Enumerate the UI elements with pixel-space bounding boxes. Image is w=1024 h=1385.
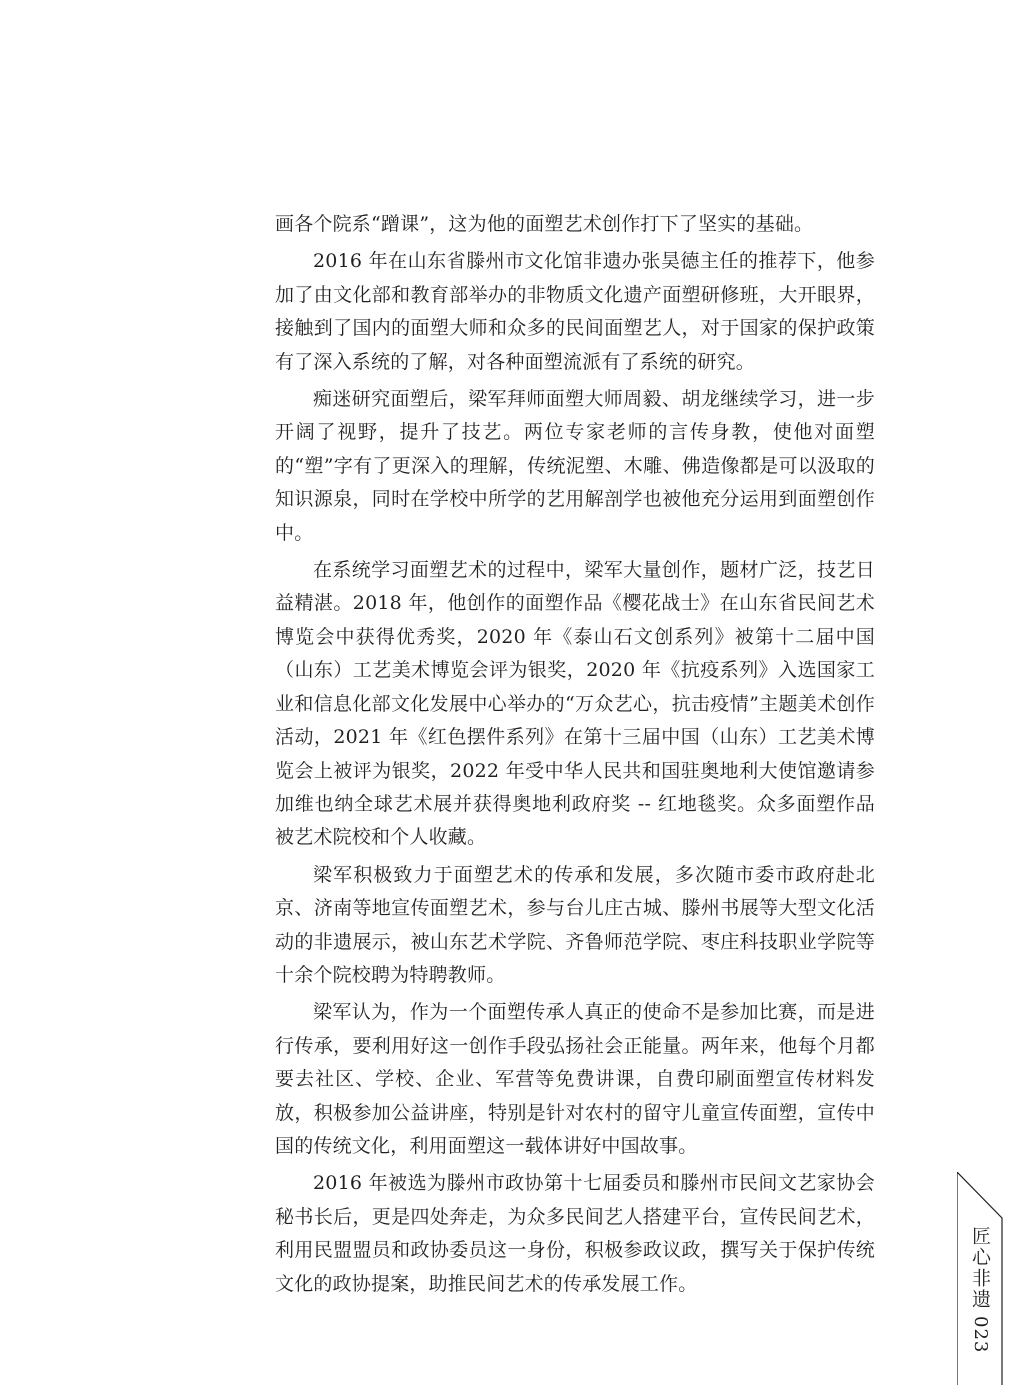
paragraph-4: 在系统学习面塑艺术的过程中，梁军大量创作，题材广泛，技艺日益精湛。2018 年，他创作的面塑作品《樱花战士》在山东省民间艺术博览会中获得优秀奖，2020 年《泰山石文创系列》被第十二届中国（山东）工艺美术博览会评为银奖，2020 年《抗疫系列》入选国家工业和信息化部文化发展中心举办的“万众艺心，抗击疫情”主题美术创作活动，2021 年《红色摆件系列》在第十三届中国（山东）工艺美术博览会上被评为银奖，2022 年受中华人民共和国驻奥地利大使馆邀请参加维也纳全球艺术展并获得奥地利政府奖 -- 红地毯奖。众多面塑作品被艺术院校和个人收藏。 xyxy=(275,559,875,849)
paragraph-5: 梁军积极致力于面塑艺术的传承和发展，多次随市委市政府赴北京、济南等地宣传面塑艺术，参与台儿庄古城、滕州书展等大型文化活动的非遗展示，被山东艺术学院、齐鲁师范学院、枣庄科技职业学院等十余个院校聘为特聘教师。 xyxy=(275,863,875,986)
paragraph-7: 2016 年被选为滕州市政协第十七届委员和滕州市民间文艺家协会秘书长后，更是四处奔走，为众多民间艺人搭建平台，宣传民间艺术，利用民盟盟员和政协委员这一身份，积极参政议政，撰写关于保护传统文化的政协提案，助推民间艺术的传承发展工作。 xyxy=(275,1172,875,1295)
section-title: 匠心非遗 xyxy=(969,1226,991,1310)
paragraph-1: 画各个院系“蹭课”，这为他的面塑艺术创作打下了坚实的基础。 xyxy=(275,213,814,235)
paragraph-2: 2016 年在山东省滕州市文化馆非遗办张昊德主任的推荐下，他参加了由文化部和教育部举办的非物质文化遗产面塑研修班，大开眼界，接触到了国内的面塑大师和众多的民间面塑艺人，对于国家的保护政策有了深入系统的了解，对各种面塑流派有了系统的研究。 xyxy=(275,250,875,373)
page-number: 023 xyxy=(970,1316,991,1354)
paragraph-3: 痴迷研究面塑后，梁军拜师面塑大师周毅、胡龙继续学习，进一步开阔了视野，提升了技艺。两位专家老师的言传身教，使他对面塑的“塑”字有了更深入的理解，传统泥塑、木雕、佛造像都是可以汲取的知识源泉，同时在学校中所学的艺用解剖学也被他充分运用到面塑创作中。 xyxy=(275,388,875,544)
body-text xyxy=(275,208,875,1305)
paragraph-6: 梁军认为，作为一个面塑传承人真正的使命不是参加比赛，而是进行传承，要利用好这一创作手段弘扬社会正能量。两年来，他每个月都要去社区、学校、企业、军营等免费讲课，自费印刷面塑宣传材料发放，积极参加公益讲座，特别是针对农村的留守儿童宣传面塑，宣传中国的传统文化，利用面塑这一载体讲好中国故事。 xyxy=(275,1001,875,1157)
